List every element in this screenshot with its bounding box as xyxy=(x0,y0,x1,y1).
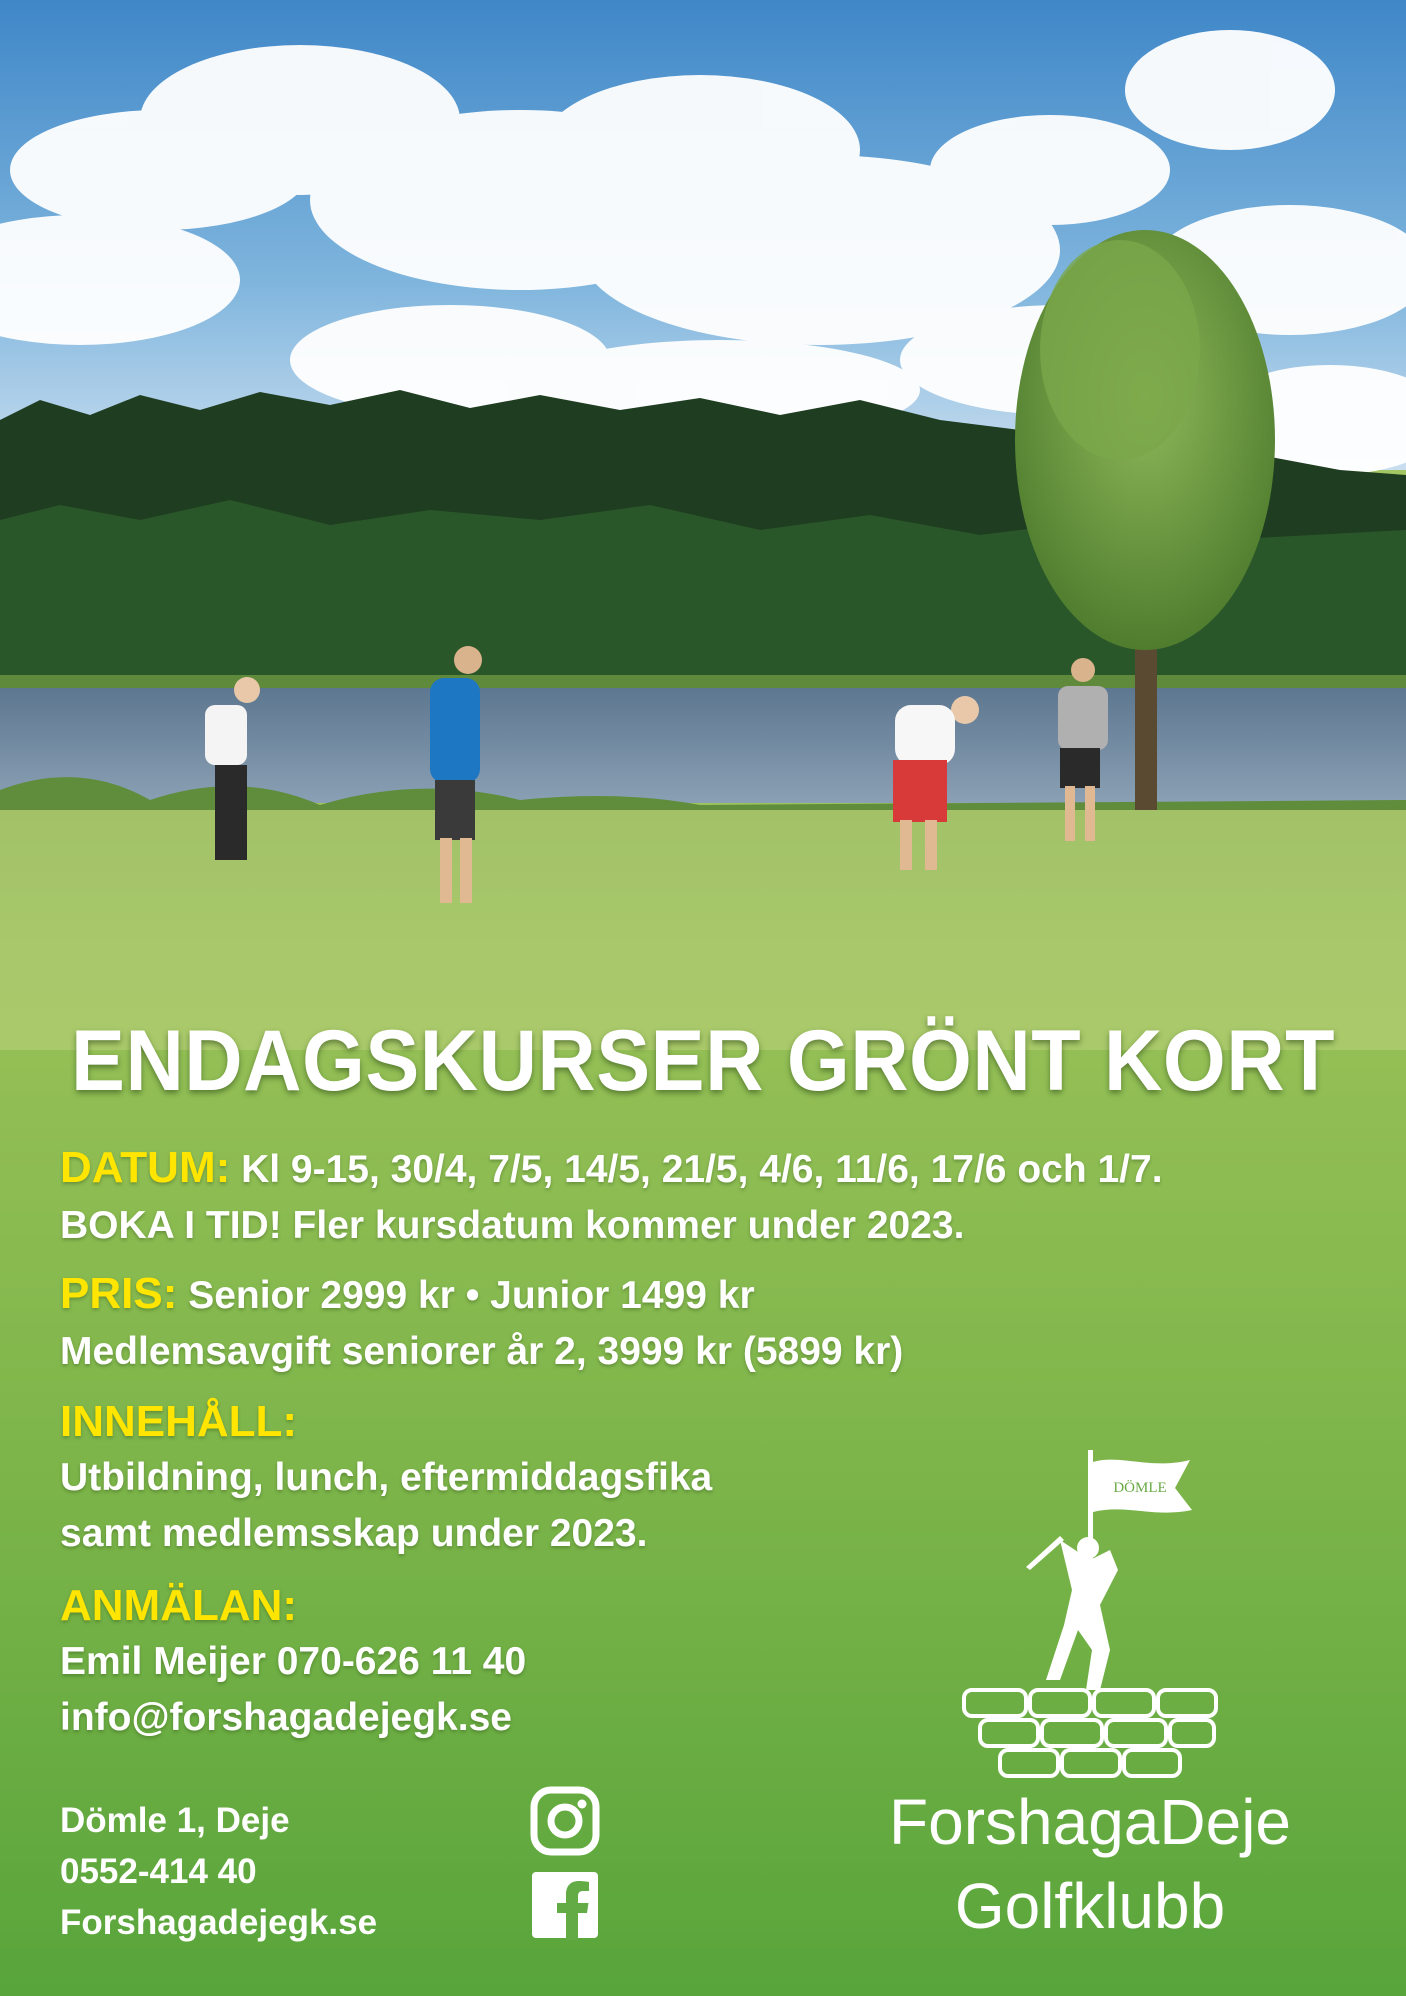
website-link[interactable]: Forshagadejegk.se xyxy=(60,1903,378,1942)
stone-wall xyxy=(964,1690,1216,1776)
instagram-icon[interactable] xyxy=(530,1786,600,1856)
club-name-line-2: Golfklubb xyxy=(954,1870,1226,1942)
datum-line-2: BOKA I TID! Fler kursdatum kommer under 2023. xyxy=(60,1204,965,1247)
club-logo xyxy=(960,1440,1220,1790)
club-name xyxy=(830,1780,1350,1948)
datum-label: DATUM: xyxy=(60,1143,231,1192)
phone[interactable]: 0552-414 40 xyxy=(60,1852,257,1891)
flag-text: DÖMLE xyxy=(1113,1480,1167,1496)
contact-info xyxy=(60,1795,377,1948)
page-title: ENDAGSKURSER GRÖNT KORT xyxy=(71,1013,1335,1109)
anmalan-contact-name: Emil Meijer 070-626 11 40 xyxy=(60,1640,527,1683)
anmalan-label: ANMÄLAN: xyxy=(60,1581,298,1630)
datum-line-1: Kl 9-15, 30/4, 7/5, 14/5, 21/5, 4/6, 11/6, 17/6 och 1/7. xyxy=(230,1148,1163,1191)
anmalan-section xyxy=(60,1578,526,1746)
golfer-silhouette xyxy=(1026,1536,1118,1690)
pris-line-1: Senior 2999 kr • Junior 1499 kr xyxy=(177,1274,755,1317)
innehall-line-2: samt medlemsskap under 2023. xyxy=(60,1512,648,1555)
club-name-line-1: ForshagaDeje xyxy=(889,1786,1291,1858)
pris-label: PRIS: xyxy=(60,1269,178,1318)
anmalan-email[interactable]: info@forshagadejegk.se xyxy=(60,1696,512,1739)
innehall-section xyxy=(60,1394,712,1562)
pris-section xyxy=(60,1266,903,1380)
innehall-line-1: Utbildning, lunch, eftermiddagsfika xyxy=(60,1456,713,1499)
datum-section xyxy=(60,1140,1163,1254)
pris-line-2: Medlemsavgift seniorer år 2, 3999 kr (5899 kr) xyxy=(60,1330,904,1373)
facebook-icon[interactable] xyxy=(530,1870,600,1940)
innehall-label: INNEHÅLL: xyxy=(60,1397,298,1446)
address: Dömle 1, Deje xyxy=(60,1801,290,1840)
